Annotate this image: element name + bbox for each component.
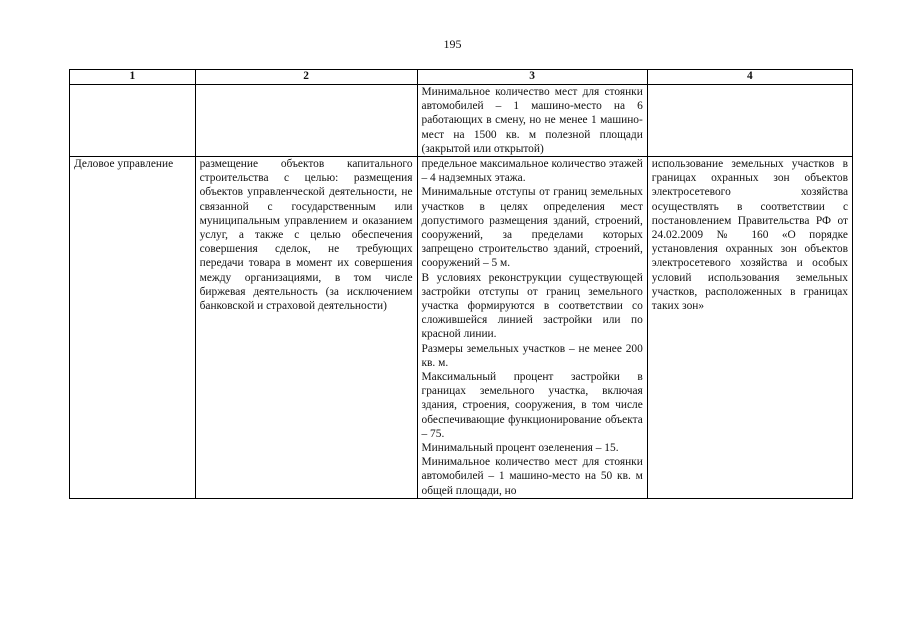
cell-restrictions: использование земельных участков в границах охранных зон объектов электросетевого хозяйства осуществлять в соответствии с постановлением Правительства РФ от 24.02.2009 № 160 «О порядке установления охранных зон объектов электросетевого хозяйства и особых условий использования земельных участков, расположенных в границах таких зон» bbox=[647, 157, 852, 499]
table-row-business-management bbox=[70, 157, 853, 499]
column-header-3: 3 bbox=[417, 70, 647, 85]
cell-parameters bbox=[417, 157, 647, 499]
parameter-paragraph: Размеры земельных участков – не менее 200 кв. м. bbox=[421, 342, 643, 369]
table-header-row bbox=[70, 70, 853, 85]
cell-use-description: размещение объектов капитального строительства с целью: размещения объектов управленческой деятельности, не связанной с государственным или муниципальным управлением и оказанием услуг, а также с целью обеспечения совершения сделок, не требующих передачи товара в момент их совершения между организациями, в том числе биржевая деятельность (за исключением банковской и страховой деятельности) bbox=[195, 157, 417, 499]
column-header-4: 4 bbox=[647, 70, 852, 85]
column-header-1: 1 bbox=[70, 70, 196, 85]
parameter-paragraph: Максимальный процент застройки в границах земельного участка, включая здания, строения, сооружения, в том числе обеспечивающие функционирование объекта – 75. bbox=[421, 371, 643, 440]
parameter-paragraph: Минимальный процент озеленения – 15. bbox=[421, 442, 619, 455]
cell-parameters bbox=[417, 85, 647, 157]
cell-restrictions bbox=[647, 85, 852, 157]
cell-use-type bbox=[70, 85, 196, 157]
parameter-paragraph: В условиях реконструкции существующей застройки отступы от границ земельного участка формируются в соответствии со сложившейся линией застройки или по красной линии. bbox=[421, 271, 643, 341]
table-row-continued bbox=[70, 85, 853, 157]
cell-use-description bbox=[195, 85, 417, 157]
page-number: 195 bbox=[443, 37, 462, 51]
column-header-2: 2 bbox=[195, 70, 417, 85]
parameter-paragraph: Минимальное количество мест для стоянки автомобилей – 1 машино-место на 6 работающих в смену, но не менее 1 машино-мест на 1500 кв. м полезной площади (закрытой или открытой) bbox=[421, 86, 643, 155]
parameter-paragraph: предельное максимальное количество этажей – 4 надземных этажа. bbox=[421, 158, 643, 185]
zoning-regulations-table bbox=[69, 69, 853, 499]
parameter-paragraph: Минимальное количество мест для стоянки автомобилей – 1 машино-место на 50 кв. м общей площади, но bbox=[421, 456, 643, 497]
parameter-paragraph: Минимальные отступы от границ земельных участков в целях определения мест допустимого размещения зданий, строений, сооружений, за пределами которых запрещено строительство зданий, строений, сооружений – 5 м. bbox=[421, 186, 643, 270]
cell-use-type: Деловое управление bbox=[70, 157, 196, 499]
